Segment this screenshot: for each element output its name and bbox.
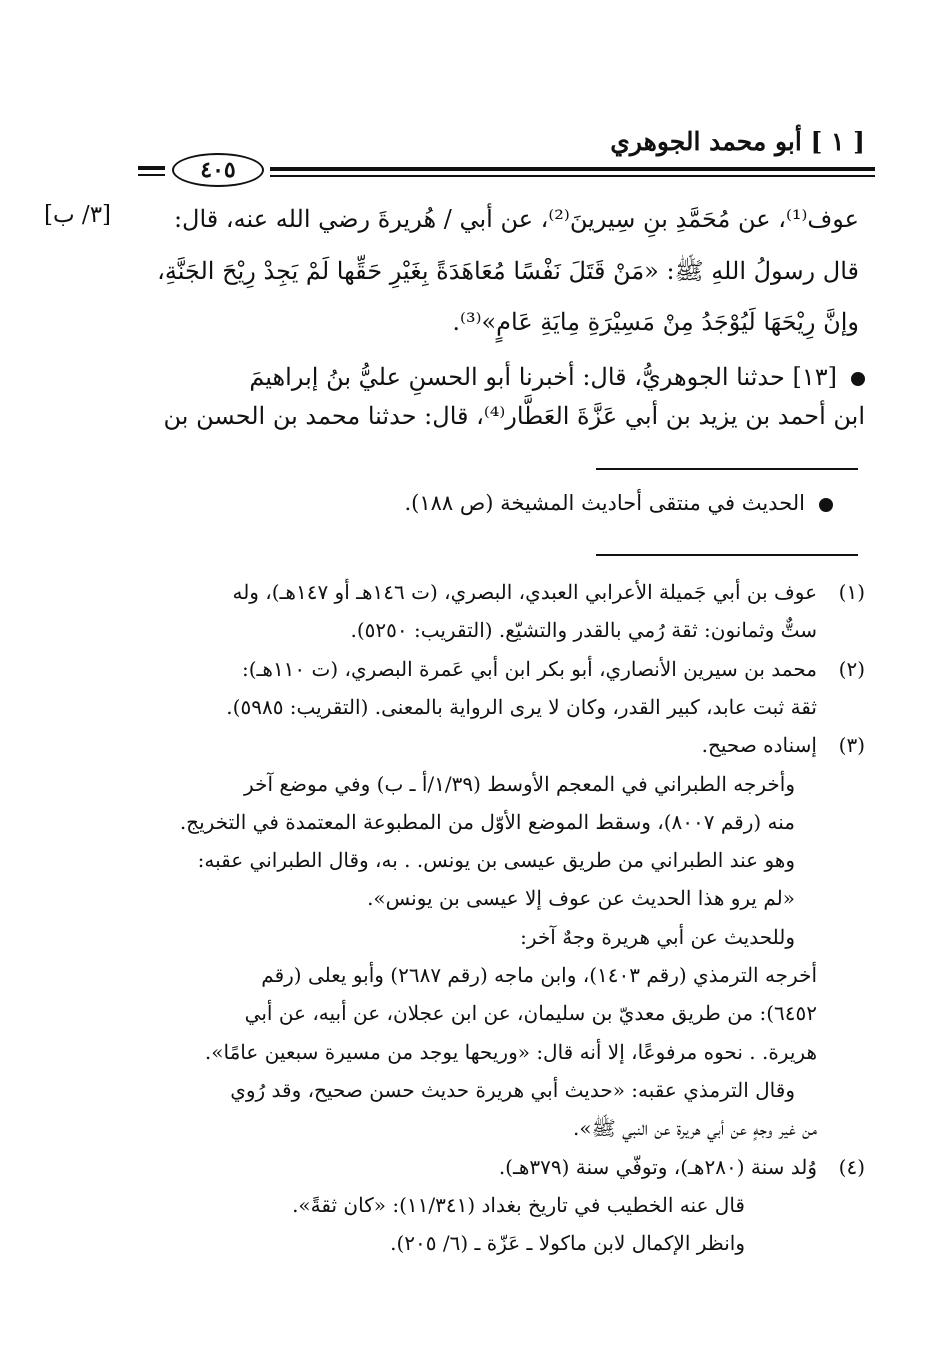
footnote-text: وللحديث عن أبي هريرة وجهٌ آخر: bbox=[520, 925, 795, 949]
header-rule-thin bbox=[270, 175, 875, 177]
footnote-line bbox=[128, 731, 865, 759]
footnote-line bbox=[128, 846, 865, 874]
footnote-text: ستٌّ وثمانون: ثقة رُمي بالقدر والتشيّع. (التقريب: ٥٢٥٠). bbox=[350, 618, 817, 642]
footnote-number: (٣) bbox=[838, 733, 865, 757]
footnote-line bbox=[128, 999, 865, 1027]
footnote-text: وقال الترمذي عقبه: «حديث أبي هريرة حديث حسن صحيح، وقد رُوي bbox=[230, 1078, 795, 1102]
footnote-number: (٤) bbox=[838, 1155, 865, 1179]
footnote-line bbox=[128, 578, 865, 606]
footnote-text: «لم يرو هذا الحديث عن عوف إلا عيسى بن يونس». bbox=[367, 886, 795, 910]
footnote-line bbox=[128, 655, 865, 683]
main-text-line-3: وإنَّ رِيْحَهَا لَيُوْجَدُ مِنْ مَسِيْرَةِ مِايَةِ عَامٍ»⁽³⁾. bbox=[452, 308, 859, 336]
footnote-line bbox=[128, 884, 865, 912]
footnote-line bbox=[128, 808, 865, 836]
main-text-line-1: عوف⁽¹⁾، عن مُحَمَّدِ بنِ سِيرينَ⁽²⁾، عن أبي / هُريرةَ رضي الله عنه، قال: bbox=[173, 205, 859, 233]
footnote-line bbox=[128, 770, 865, 798]
header-rule-left-thick bbox=[138, 166, 165, 170]
footnote-line bbox=[128, 1076, 865, 1104]
footnote-text: محمد بن سيرين الأنصاري، أبو بكر ابن أبي عَمرة البصري، (ت ١١٠هـ): bbox=[241, 657, 817, 681]
footnote-number: (٢) bbox=[838, 657, 865, 681]
footnote-line bbox=[128, 693, 865, 721]
takhrij-note-text: الحديث في منتقى أحاديث المشيخة (ص ١٨٨). bbox=[404, 491, 805, 515]
takhrij-note-line bbox=[138, 487, 833, 519]
header-rule bbox=[138, 150, 875, 190]
footnote-line bbox=[128, 923, 865, 951]
footnote-text: وهو عند الطبراني من طريق عيسى بن يونس. . به، وقال الطبراني عقبه: bbox=[197, 848, 795, 872]
main-text-line-2: قال رسولُ اللهِ ﷺ: «مَنْ قَتَلَ نَفْسًا مُعَاهَدَةً بِغَيْرِ حَقِّها لَمْ يَجِدْ رِيْحَ الجَنَّةِ، bbox=[157, 257, 859, 285]
bullet-icon bbox=[819, 498, 833, 512]
header-rule-thick bbox=[270, 167, 875, 171]
footnote-line bbox=[128, 1191, 865, 1219]
footnote-text: إسناده صحيح. bbox=[701, 733, 817, 757]
header-rule-left-thin bbox=[138, 174, 165, 176]
footnote-text: ثقة ثبت عابد، كبير القدر، وكان لا يرى الرواية بالمعنى. (التقريب: ٥٩٨٥). bbox=[226, 695, 817, 719]
footnote-text: أخرجه الترمذي (رقم ١٤٠٣)، وابن ماجه (رقم ٢٦٨٧) وأبو يعلى (رقم bbox=[261, 963, 817, 987]
footnote-line bbox=[128, 961, 865, 989]
footnote-text: منه (رقم ٨٠٠٧)، وسقط الموضع الأوّل من المطبوعة المعتمدة في التخريج. bbox=[179, 810, 795, 834]
footnote-line bbox=[128, 1038, 865, 1066]
footnote-line bbox=[128, 1114, 865, 1142]
hadith-13-line-2: ابن أحمد بن يزيد بن أبي عَزَّةَ العَطَّار⁽⁴⁾، قال: حدثنا محمد بن الحسن بن bbox=[163, 402, 865, 430]
footnote-separator-rule bbox=[596, 554, 858, 556]
footnote-text: ٦٤٥٢): من طريق معديّ بن سليمان، عن ابن عجلان، عن أبيه، عن أبي bbox=[244, 1001, 817, 1025]
hadith-13-text-1: [١٣] حدثنا الجوهريُّ، قال: أخبرنا أبو الحسنِ عليُّ بنُ إبراهيمَ bbox=[249, 363, 837, 391]
manuscript-folio-marker: [٣/ ب] bbox=[44, 202, 112, 228]
footnote-text: وأخرجه الطبراني في المعجم الأوسط (١/٣٩/أ ـ ب) وفي موضع آخر bbox=[244, 772, 795, 796]
footnote-number: (١) bbox=[838, 580, 865, 604]
page-number: ٤٠٥ bbox=[172, 153, 264, 187]
hadith-13-line-1 bbox=[138, 361, 865, 393]
footnote-text: هريرة. . نحوه مرفوعًا، إلا أنه قال: «وريحها يوجد من مسيرة سبعين عامًا». bbox=[204, 1040, 817, 1064]
footnote-text: وانظر الإكمال لابن ماكولا ـ عَزّة ـ (٦/ ٢٠٥). bbox=[390, 1231, 745, 1255]
footnote-text: عوف بن أبي جَميلة الأعرابي العبدي، البصري، (ت ١٤٦هـ أو ١٤٧هـ)، وله bbox=[232, 580, 817, 604]
footnote-line bbox=[128, 616, 865, 644]
footnote-line bbox=[128, 1153, 865, 1181]
bullet-icon bbox=[851, 372, 865, 386]
footnote-text: من غير وجهٍ عن أبي هريرة عن النبي ﷺ». bbox=[573, 1116, 817, 1140]
footnote-text: قال عنه الخطيب في تاريخ بغداد (١١/٣٤١): «كان ثقةً». bbox=[292, 1193, 745, 1217]
running-header-title: [ ١ ] أبو محمد الجوهري bbox=[610, 127, 865, 156]
footnote-line bbox=[128, 1229, 865, 1257]
separator-rule bbox=[596, 468, 858, 470]
footnote-text: وُلد سنة (٢٨٠هـ)، وتوفّي سنة (٣٧٩هـ). bbox=[498, 1155, 817, 1179]
